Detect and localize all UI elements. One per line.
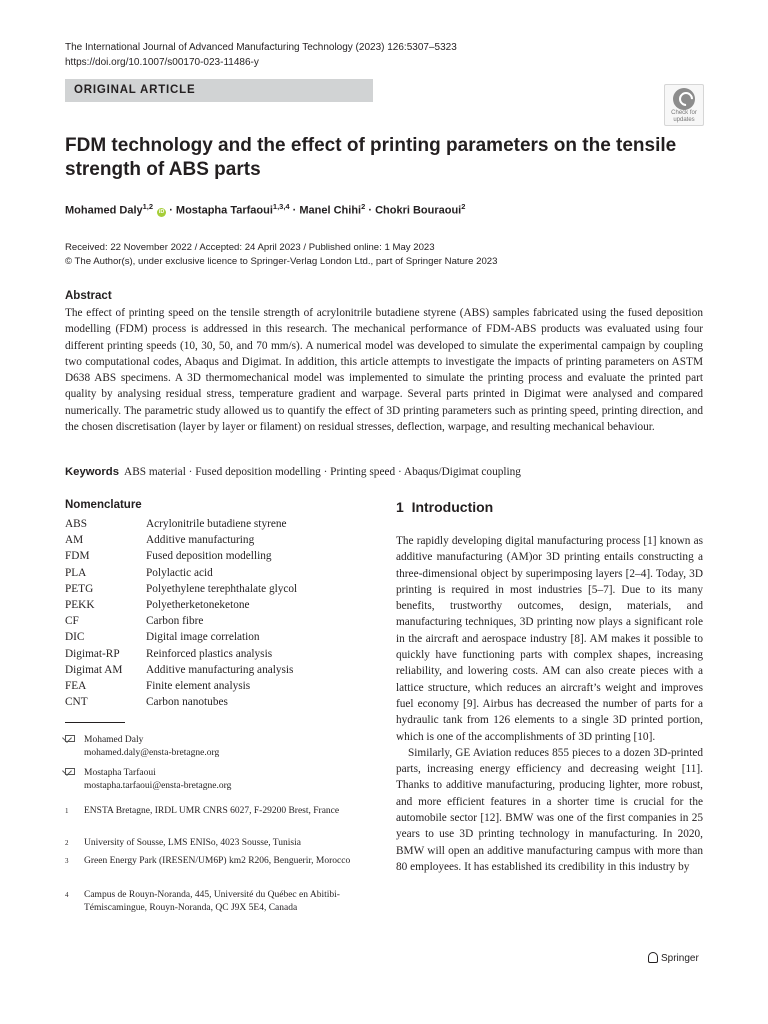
abstract-text: The effect of printing speed on the tensile strength of acrylonitrile butadiene styrene (ABS) samples fabricated using the fused deposition modelling (FDM) process is addressed in this research. The mechanical performance of FDM-ABS products was evaluated using four different printing speeds (10, 30, 50, and 70 mm/s). A numerical model was developed to simulate the experimental campaign by coupling two computational codes, Abaqus and Digimat. In addition, this article attempts to investigate the impacts of printing parameters on ASTM D638 ABS specimens. A 3D thermomechanical model was implemented to simulate the printing process and evaluate the printed part quality by analysing residual stress, temperature gradient and warpage. Several parts printed in Digimat were analysed and compared numerically. The parametric study allowed us to quantify the effect of 3D printing parameters such as printing speed, printing direction, and the chosen discretisation (layer by layer or filament) on residual stresses, deflection, warpage, and resulting mechanical behaviour. (65, 307, 703, 434)
author-name[interactable]: Chokri Bouraoui (375, 204, 462, 217)
nomenclature-abbr: PETG (65, 582, 94, 595)
envelope-icon (65, 768, 75, 775)
history-dates: Received: 22 November 2022 / Accepted: 24 April 2023 / Published online: 1 May 2023 (65, 242, 435, 253)
article-type-banner: ORIGINAL ARTICLE (65, 79, 373, 102)
badge-text-2: updates (673, 116, 695, 123)
author-affil: 2 (461, 202, 466, 211)
nomenclature-abbr: PEKK (65, 598, 95, 611)
keywords-label: Keywords (65, 466, 119, 478)
nomenclature-row (65, 516, 297, 532)
author-separator: · (289, 204, 300, 217)
keywords (65, 466, 521, 478)
section-number: 1 (396, 499, 404, 515)
nomenclature-def: Additive manufacturing analysis (146, 663, 294, 676)
affiliation-number: 4 (65, 891, 69, 899)
journal-citation: The International Journal of Advanced Manufacturing Technology (2023) 126:5307–5323 (65, 42, 457, 53)
affiliation-text: Campus de Rouyn-Noranda, 445, Université du Québec en Abitibi-Témiscamingue, Rouyn-Noranda, QC J9X 5E4, Canada (84, 890, 340, 913)
journal-header (65, 40, 457, 70)
nomenclature-def: Carbon nanotubes (146, 696, 228, 709)
crossmark-icon (673, 88, 695, 110)
nomenclature-heading: Nomenclature (65, 499, 142, 511)
affiliation-1 (65, 805, 365, 818)
badge-text-1: Check for (671, 110, 697, 116)
nomenclature-def: Reinforced plastics analysis (146, 647, 273, 660)
affiliation-text: University of Sousse, LMS ENISo, 4023 Sousse, Tunisia (84, 838, 301, 848)
nomenclature-def: Acrylonitrile butadiene styrene (146, 518, 287, 530)
author-list (65, 202, 465, 217)
paper-title: FDM technology and the effect of printing parameters on the tensile strength of ABS parts (65, 135, 677, 180)
springer-horse-icon (648, 952, 658, 963)
publication-dates (65, 241, 497, 269)
author-affil: 1,2 (142, 202, 154, 211)
nomenclature-row (65, 629, 297, 645)
nomenclature-def: Fused deposition modelling (146, 550, 272, 563)
author-separator: · (166, 204, 176, 217)
nomenclature-def: Polylactic acid (146, 566, 213, 579)
nomenclature-abbr: ABS (65, 518, 87, 530)
affiliation-number: 2 (65, 839, 69, 847)
correspondence-1 (65, 734, 219, 760)
nomenclature-abbr: FDM (65, 550, 90, 563)
paragraph: The rapidly developing digital manufacturing process [1] known as additive manufacturing (AM)or 3D printing entails constructing a three-dimensional object by superimposing layers [2–4]. Today, 3D printing is required in most industries [5–7]. Due to its many benefits, trustworthy outcomes, design, materials, and manufacturing techniques, 3D printing now plays a significant role in the aircraft and aerospace industry [8]. AM makes it possible to quickly have functioning parts with complex shapes, increasing reliability, and lowering costs. AM can also create pieces with a lattice structure, which reduces an aircraft’s weight and improves fuel economy [9]. Airbus has decreased the number of parts for a hydraulic tank from 126 elements to a single 3D printed portion, which is one of the accomplishments of 3D printing [10]. (396, 535, 703, 743)
nomenclature-row (65, 548, 297, 564)
author-name[interactable]: Mostapha Tarfaoui (175, 204, 273, 217)
affiliation-2 (65, 837, 365, 850)
keywords-list: ABS material · Fused deposition modelling · Printing speed · Abaqus/Digimat coupling (124, 466, 521, 478)
section-title: Introduction (411, 499, 494, 515)
author-affil: 2 (361, 202, 366, 211)
nomenclature-table (65, 516, 297, 710)
nomenclature-row (65, 662, 297, 678)
publisher-name: Springer (661, 953, 699, 964)
nomenclature-def: Finite element analysis (146, 679, 251, 692)
corr-email[interactable]: mohamed.daly@ensta-bretagne.org (84, 748, 220, 758)
nomenclature-abbr: AM (65, 534, 84, 547)
nomenclature-row (65, 646, 297, 662)
nomenclature-row (65, 565, 297, 581)
nomenclature-row (65, 581, 297, 597)
nomenclature-row (65, 694, 297, 710)
author-separator: · (365, 204, 376, 217)
nomenclature-row (65, 597, 297, 613)
envelope-icon (65, 735, 75, 742)
affiliation-3 (65, 855, 365, 868)
nomenclature-abbr: PLA (65, 566, 87, 579)
author-affil: 1,3,4 (272, 202, 290, 211)
affiliation-number: 3 (65, 857, 69, 865)
publisher-footer (648, 952, 699, 964)
nomenclature-abbr: Digimat-RP (65, 647, 120, 660)
correspondence-2 (65, 767, 231, 793)
corr-name: Mostapha Tarfaoui (84, 768, 156, 778)
nomenclature-row (65, 532, 297, 548)
nomenclature-abbr: FEA (65, 679, 87, 692)
affiliation-4 (65, 889, 365, 915)
abstract-heading: Abstract (65, 290, 112, 302)
affiliation-number: 1 (65, 807, 69, 815)
corr-name: Mohamed Daly (84, 735, 144, 745)
copyright-line: © The Author(s), under exclusive licence to Springer-Verlag London Ltd., part of Springer Nature 2023 (65, 256, 498, 267)
section-heading (396, 499, 493, 515)
nomenclature-abbr: CNT (65, 696, 88, 709)
nomenclature-def: Carbon fibre (146, 615, 204, 628)
affiliation-text: ENSTA Bretagne, IRDL UMR CNRS 6027, F-29200 Brest, France (84, 806, 340, 816)
nomenclature-row (65, 613, 297, 629)
nomenclature-def: Digital image correlation (146, 631, 260, 644)
check-for-updates-badge[interactable] (664, 84, 704, 126)
nomenclature-abbr: Digimat AM (65, 663, 123, 676)
introduction-body (396, 533, 703, 875)
nomenclature-abbr: CF (65, 615, 79, 628)
nomenclature-def: Additive manufacturing (146, 534, 255, 547)
affiliation-text: Green Energy Park (IRESEN/UM6P) km2 R206, Benguerir, Morocco (84, 856, 351, 866)
nomenclature-abbr: DIC (65, 631, 85, 644)
author-name[interactable]: Manel Chihi (299, 204, 362, 217)
nomenclature-row (65, 678, 297, 694)
orcid-icon[interactable]: iD (158, 208, 165, 215)
corr-email[interactable]: mostapha.tarfaoui@ensta-bretagne.org (84, 781, 232, 791)
doi-link[interactable]: https://doi.org/10.1007/s00170-023-11486-y (65, 57, 259, 68)
nomenclature-def: Polyetherketoneketone (146, 598, 250, 611)
nomenclature-def: Polyethylene terephthalate glycol (146, 582, 298, 595)
footnote-divider (65, 722, 125, 723)
paragraph: Similarly, GE Aviation reduces 855 pieces to a dozen 3D-printed parts, increasing energy efficiency and decreasing weight [11]. Thanks to additive manufacturing, producing lighter, more robust, and more efficient features in a shorter time is crucial for the automobile sector [12]. BMW was one of the first companies in 25 years to use 3D printing technology in manufacturing. In 2020, BMW will open an additive manufacturing campus with more than 80 employees. It has established its credibility in this industry by (396, 746, 703, 873)
author-name[interactable]: Mohamed Daly (65, 204, 143, 217)
